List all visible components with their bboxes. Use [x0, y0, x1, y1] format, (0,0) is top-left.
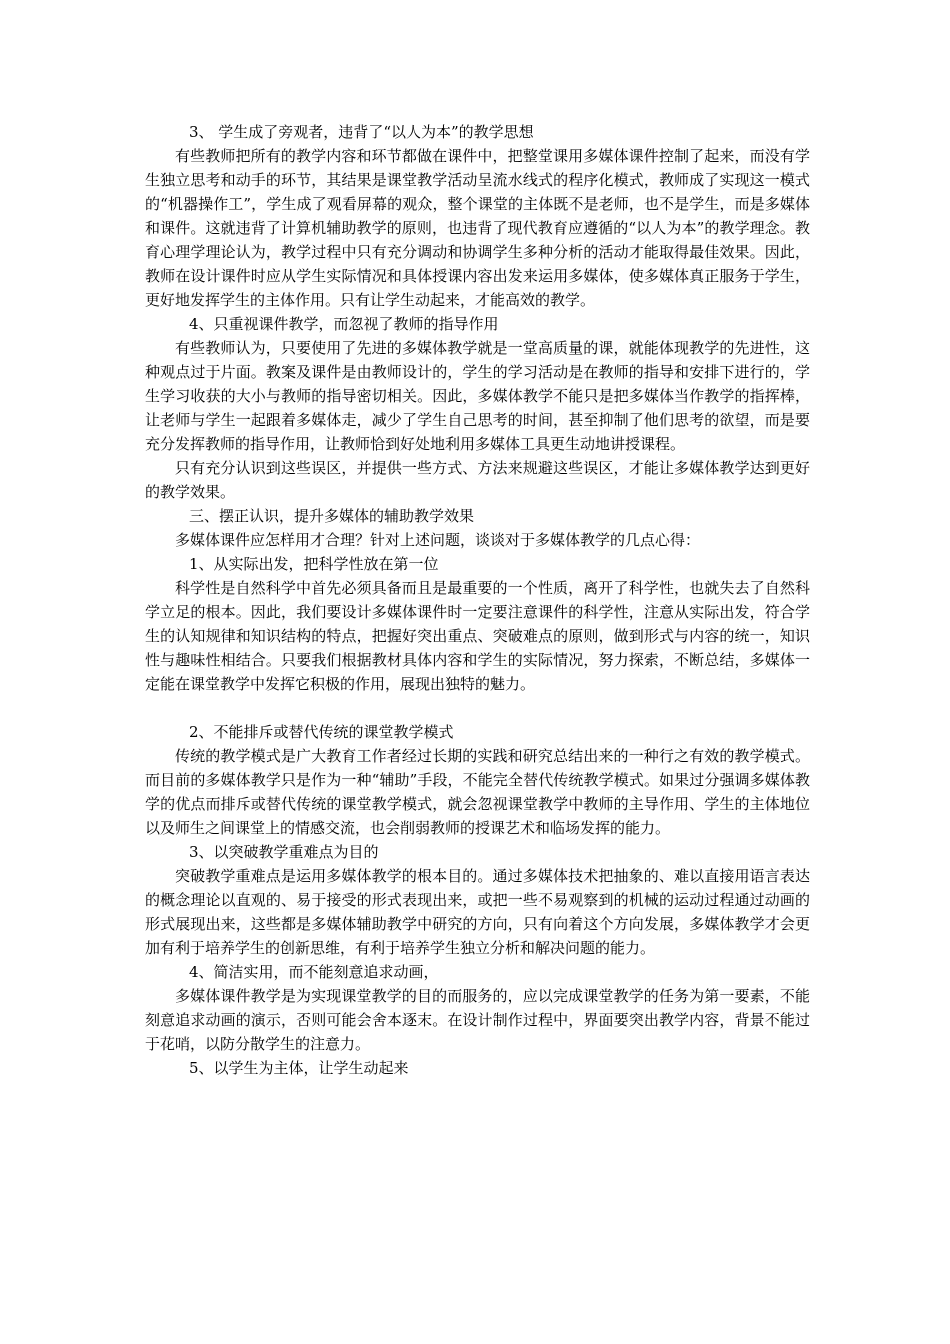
section-heading: 3、 学生成了旁观者，违背了“以人为本”的教学思想 [189, 123, 534, 141]
body-paragraph: 多媒体课件应怎样用才合理？针对上述问题，谈谈对于多媒体教学的几点心得： [175, 531, 701, 549]
body-paragraph: 突破教学重难点是运用多媒体教学的根本目的。通过多媒体技术把抽象的、难以直接用语言表达的概念理论以直观的、易于接受的形式表现出来，或把一些不易观察到的机械的运动过程通过动画的形式展现出来，这些都是多媒体辅助教学中研究的方向，只有向着这个方向发展，多媒体教学才会更加有利于培养学生的创新思维，有利于培养学生独立分析和解决问题的能力。 [145, 867, 810, 957]
body-paragraph: 有些教师认为，只要使用了先进的多媒体教学就是一堂高质量的课，就能体现教学的先进性，这种观点过于片面。教案及课件是由教师设计的，学生的学习活动是在教师的指导和安排下进行的，学生学习收获的大小与教师的指导密切相关。因此，多媒体教学不能只是把多媒体当作教学的指挥棒，让老师与学生一起跟着多媒体走，减少了学生自己思考的时间，甚至抑制了他们思考的欲望，而是要充分发挥教师的指导作用，让教师恰到好处地利用多媒体工具更生动地讲授课程。 [145, 339, 810, 453]
body-paragraph: 有些教师把所有的教学内容和环节都做在课件中，把整堂课用多媒体课件控制了起来，而没有学生独立思考和动手的环节，其结果是课堂教学活动呈流水线式的程序化模式，教师成了实现这一模式的“机器操作工”，学生成了观看屏幕的观众，整个课堂的主体既不是老师，也不是学生，而是多媒体和课件。这就违背了计算机辅助教学的原则，也违背了现代教育应遵循的“以人为本”的教学理念。教育心理学理论认为，教学过程中只有充分调动和协调学生多种分析的活动才能取得最佳效果。因此，教师在设计课件时应从学生实际情况和具体授课内容出发来运用多媒体，使多媒体真正服务于学生，更好地发挥学生的主体作用。只有让学生动起来，才能高效的教学。 [145, 147, 810, 309]
section-heading: 4、只重视课件教学，而忽视了教师的指导作用 [189, 315, 499, 333]
section-heading: 1、从实际出发，把科学性放在第一位 [189, 555, 439, 573]
blank-line [145, 696, 810, 720]
body-paragraph: 传统的教学模式是广大教育工作者经过长期的实践和研究总结出来的一种行之有效的教学模式。而目前的多媒体教学只是作为一种“辅助”手段，不能完全替代传统教学模式。如果过分强调多媒体教学的优点而排斥或替代传统的课堂教学模式，就会忽视课堂教学中教师的主导作用、学生的主体地位以及师生之间课堂上的情感交流，也会削弱教师的授课艺术和临场发挥的能力。 [145, 747, 810, 837]
body-paragraph: 多媒体课件教学是为实现课堂教学的目的而服务的，应以完成课堂教学的任务为第一要素，不能刻意追求动画的演示，否则可能会舍本逐末。在设计制作过程中，界面要突出教学内容，背景不能过于花哨，以防分散学生的注意力。 [145, 987, 810, 1053]
section-heading: 5、以学生为主体，让学生动起来 [189, 1059, 409, 1077]
section-heading: 2、不能排斥或替代传统的课堂教学模式 [189, 723, 454, 741]
section-heading: 4、简洁实用，而不能刻意追求动画， [189, 963, 439, 981]
document-body [145, 120, 810, 1080]
section-heading: 3、以突破教学重难点为目的 [189, 843, 379, 861]
body-paragraph: 只有充分认识到这些误区，并提供一些方式、方法来规避这些误区，才能让多媒体教学达到更好的教学效果。 [145, 459, 810, 501]
section-heading: 三、摆正认识，提升多媒体的辅助教学效果 [189, 507, 475, 525]
body-paragraph: 科学性是自然科学中首先必须具备而且是最重要的一个性质，离开了科学性，也就失去了自然科学立足的根本。因此，我们要设计多媒体课件时一定要注意课件的科学性，注意从实际出发，符合学生的认知规律和知识结构的特点，把握好突出重点、突破难点的原则，做到形式与内容的统一，知识性与趣味性相结合。只要我们根据教材具体内容和学生的实际情况，努力探索，不断总结，多媒体一定能在课堂教学中发挥它积极的作用，展现出独特的魅力。 [145, 579, 810, 693]
